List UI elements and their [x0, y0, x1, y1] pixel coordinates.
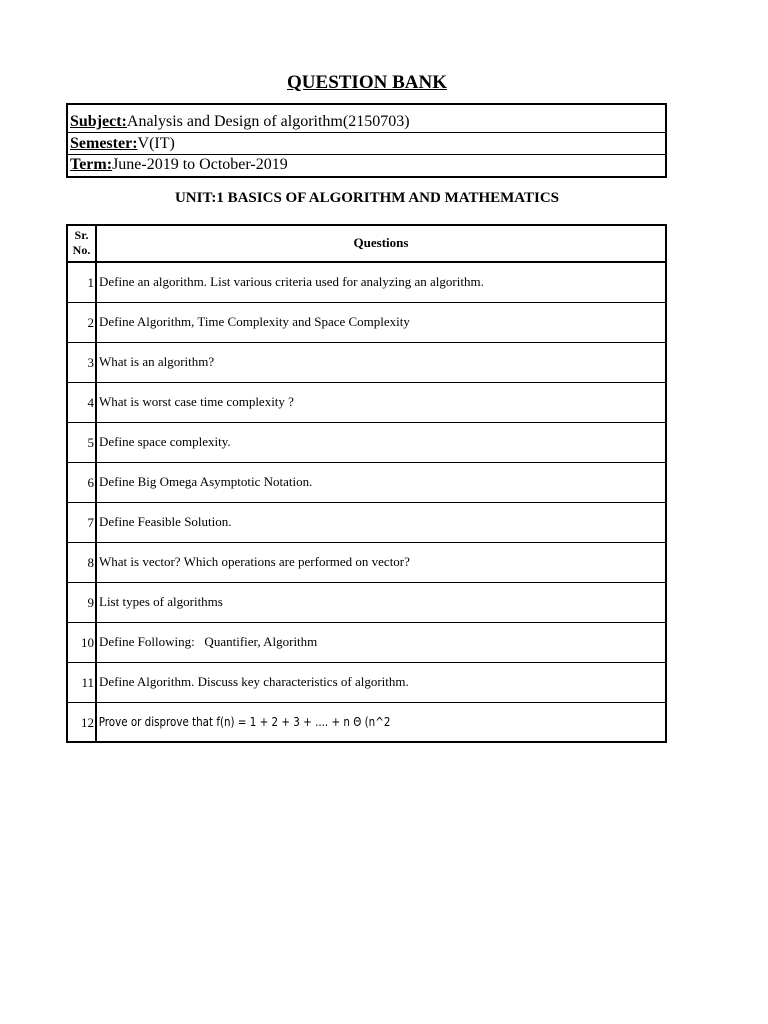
- table-row: [68, 503, 665, 543]
- row-sr-no: 8: [68, 543, 97, 582]
- row-question: Define an algorithm. List various criteria used for analyzing an algorithm.: [99, 274, 484, 289]
- table-row: [68, 343, 665, 383]
- table-row: [68, 703, 665, 741]
- row-question: What is vector? Which operations are performed on vector?: [99, 554, 410, 569]
- term-value: June-2019 to October-2019: [112, 156, 288, 173]
- subject-label: Subject:: [70, 113, 127, 130]
- unit-heading: UNIT:1 BASICS OF ALGORITHM AND MATHEMATICS: [174, 190, 560, 206]
- row-question: Define Algorithm. Discuss key characteristics of algorithm.: [99, 674, 409, 689]
- table-row: [68, 663, 665, 703]
- row-sr-no: 12: [68, 703, 97, 741]
- semester-label: Semester:: [70, 135, 138, 152]
- row-question: Define space complexity.: [99, 434, 231, 449]
- row-sr-no: 2: [68, 303, 97, 342]
- course-info-table: [66, 103, 667, 178]
- row-sr-no: 11: [68, 663, 97, 702]
- semester-row: [68, 133, 665, 155]
- table-row: [68, 583, 665, 623]
- table-row: [68, 383, 665, 423]
- row-question: Define Big Omega Asymptotic Notation.: [99, 474, 313, 489]
- row-question: List types of algorithms: [99, 594, 223, 609]
- row-sr-no: 1: [68, 263, 97, 302]
- row-sr-no: 7: [68, 503, 97, 542]
- row-question: Define Following: Quantifier, Algorithm: [99, 634, 318, 649]
- row-question: What is an algorithm?: [99, 354, 215, 369]
- table-row: [68, 303, 665, 343]
- header-sr-no: Sr. No.: [68, 226, 97, 261]
- header-questions: Questions: [353, 235, 409, 250]
- table-row: [68, 463, 665, 503]
- table-row: [68, 623, 665, 663]
- row-question: What is worst case time complexity ?: [99, 394, 294, 409]
- table-row: [68, 423, 665, 463]
- term-label: Term:: [70, 156, 113, 173]
- subject-value: Analysis and Design of algorithm(2150703): [126, 113, 410, 130]
- semester-value: V(IT): [137, 135, 175, 152]
- row-sr-no: 10: [68, 623, 97, 662]
- questions-table: [66, 224, 667, 743]
- row-sr-no: 6: [68, 463, 97, 502]
- row-sr-no: 9: [68, 583, 97, 622]
- term-row: [68, 155, 665, 176]
- row-question: Define Feasible Solution.: [99, 514, 232, 529]
- subject-row: [68, 105, 665, 133]
- table-row: [68, 543, 665, 583]
- row-question: Prove or disprove that f(n) = 1 + 2 + 3 + .... + n Θ (n^2: [98, 715, 391, 729]
- page-title: QUESTION BANK: [287, 72, 447, 93]
- row-sr-no: 5: [68, 423, 97, 462]
- table-header: [68, 226, 665, 263]
- table-row: [68, 263, 665, 303]
- row-sr-no: 4: [68, 383, 97, 422]
- row-question: Define Algorithm, Time Complexity and Space Complexity: [99, 314, 410, 329]
- row-sr-no: 3: [68, 343, 97, 382]
